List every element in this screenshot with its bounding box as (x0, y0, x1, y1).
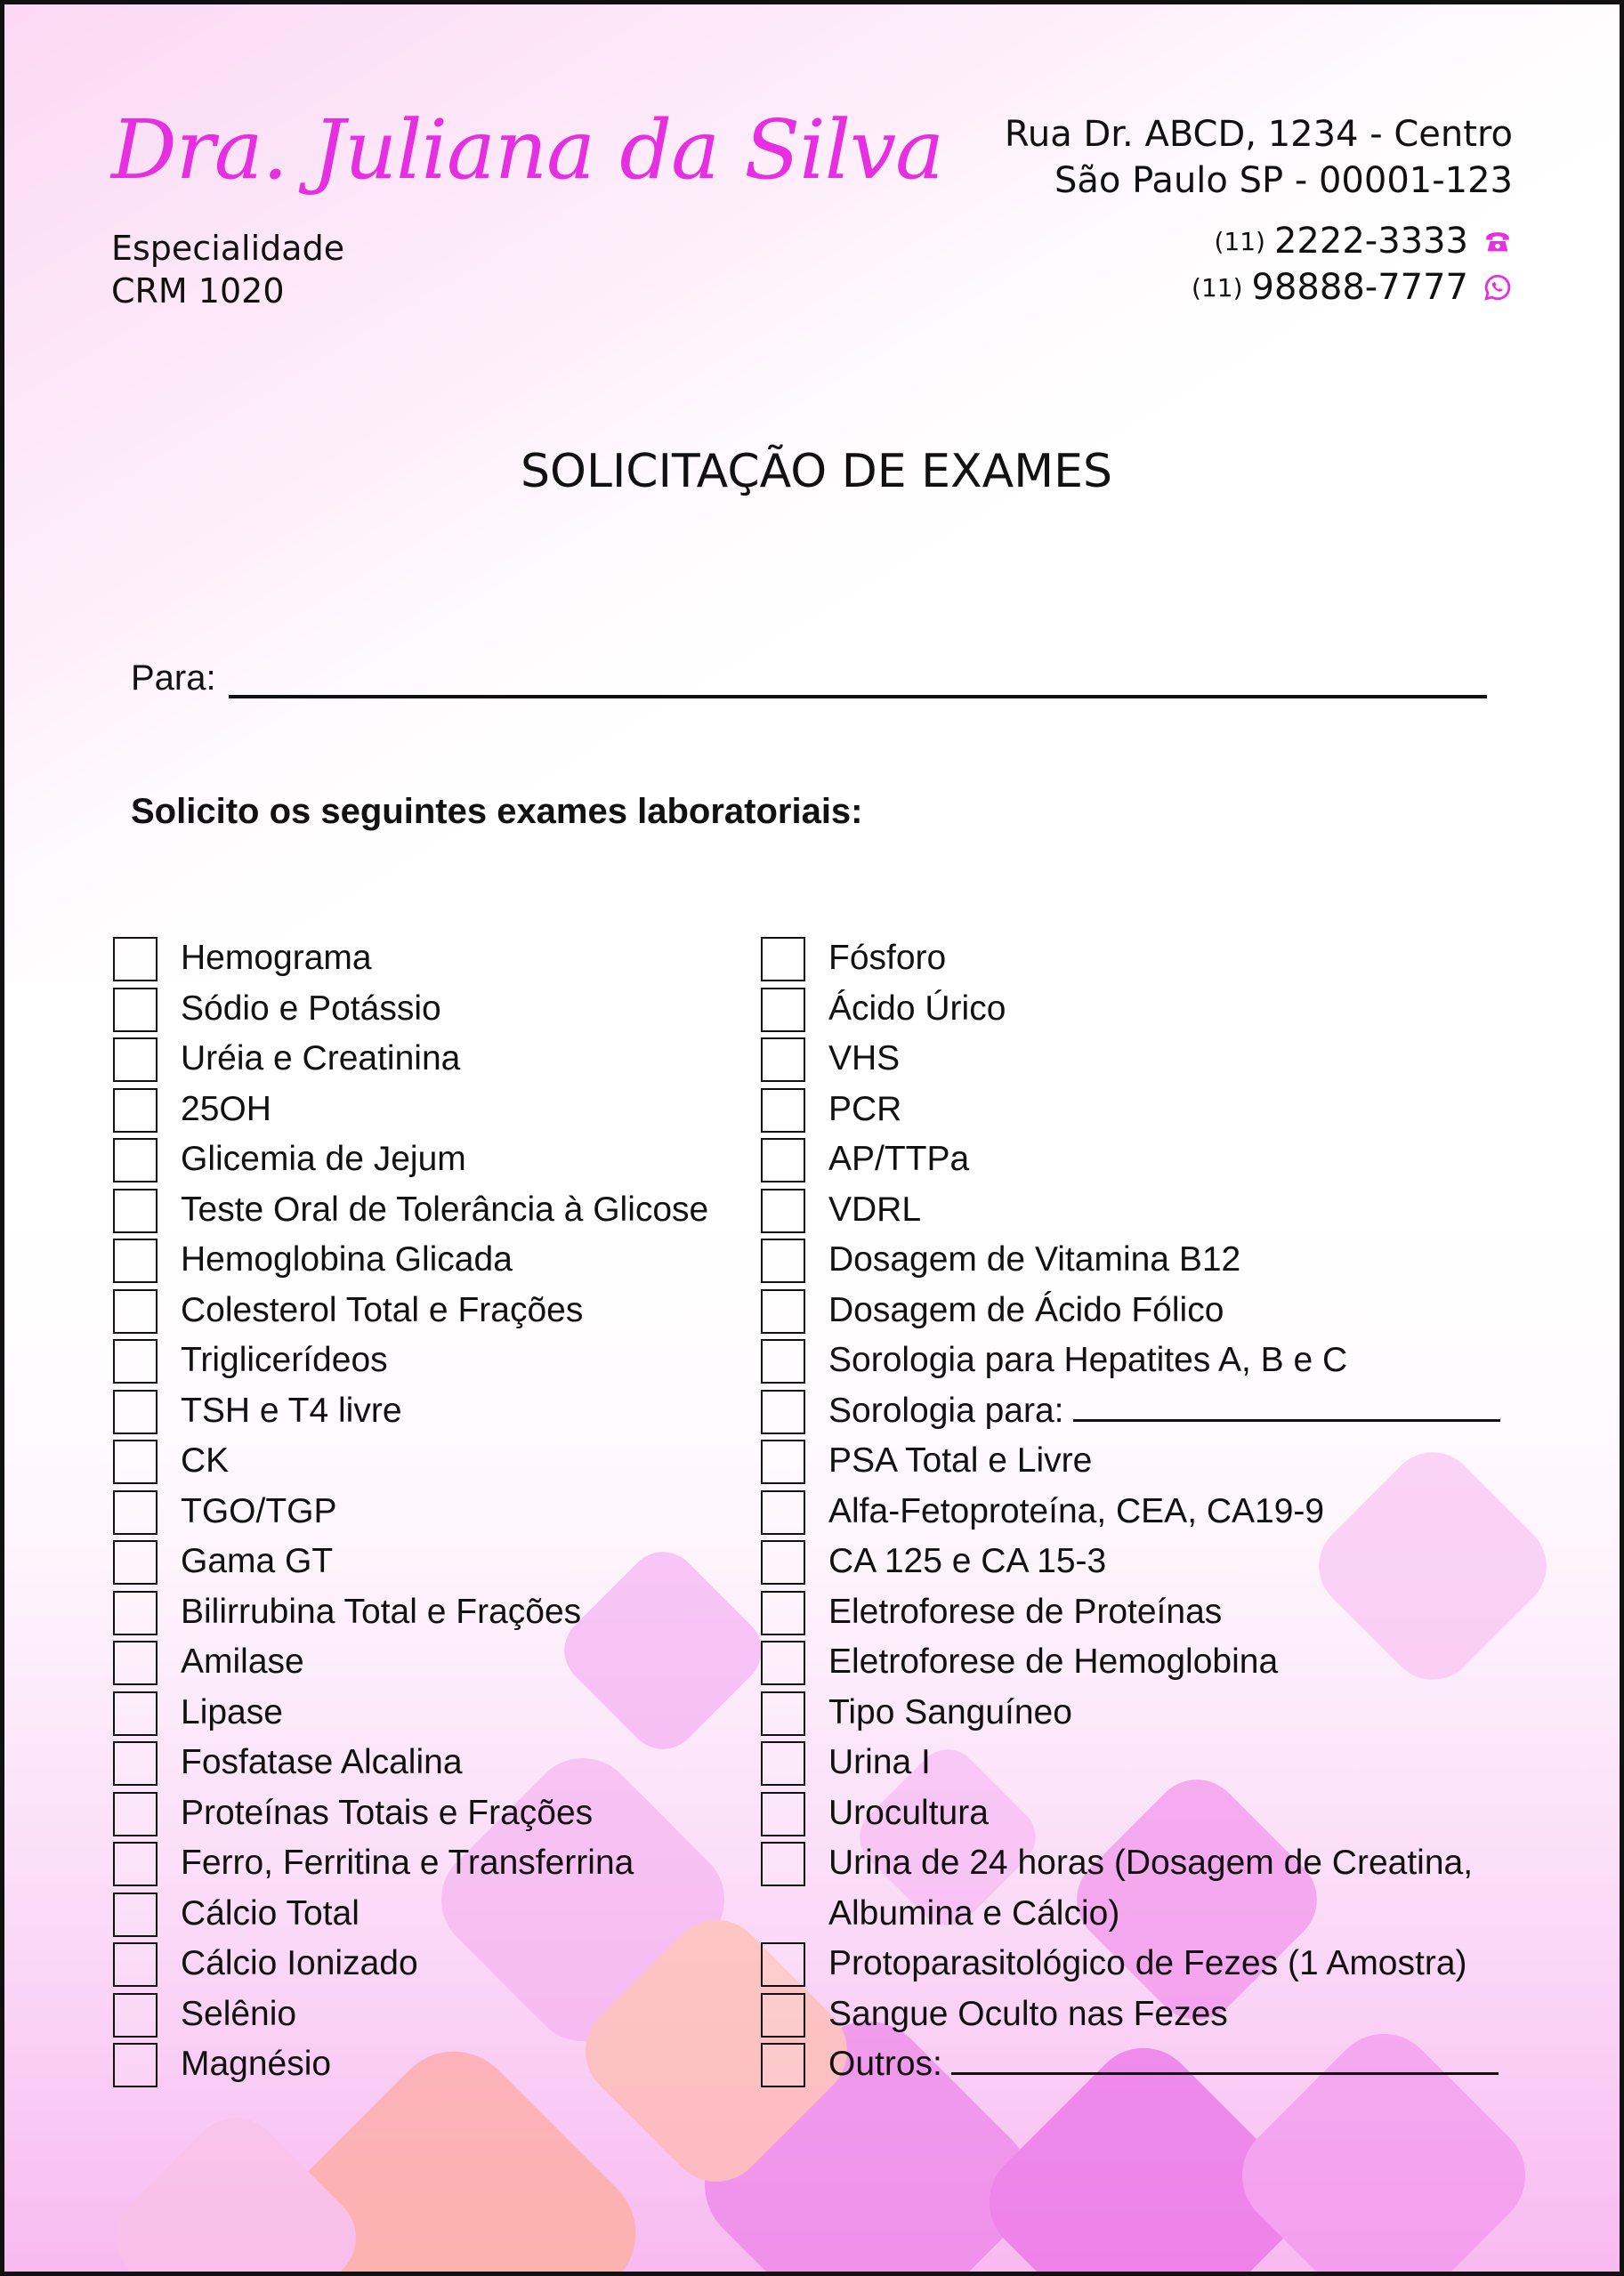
exam-item[interactable] (113, 2043, 708, 2094)
exam-checkbox[interactable] (113, 1189, 158, 1233)
exam-label: Amilase (181, 1642, 304, 1681)
exam-label: Triglicerídeos (181, 1341, 388, 1379)
exam-checkbox[interactable] (761, 1138, 805, 1182)
exam-item[interactable] (761, 2043, 1567, 2094)
exam-label: Protoparasitológico de Fezes (1 Amostra) (828, 1944, 1467, 1982)
exam-label: PCR (828, 1089, 902, 1128)
exam-label: Sódio e Potássio (181, 989, 441, 1028)
exam-checkbox[interactable] (761, 1390, 805, 1434)
exam-checkbox[interactable] (761, 1591, 805, 1635)
exam-checkbox[interactable] (761, 1540, 805, 1585)
exam-item[interactable] (113, 1239, 708, 1289)
specialty-text: Especialidade (111, 229, 345, 268)
exam-item[interactable] (113, 1893, 708, 1943)
exam-label: Ácido Úrico (828, 989, 1006, 1028)
whatsapp-row (1192, 264, 1513, 311)
exam-label: Gama GT (181, 1542, 334, 1580)
exam-label: Dosagem de Vitamina B12 (828, 1240, 1241, 1279)
exam-item[interactable] (761, 1993, 1567, 2044)
exam-checkbox[interactable] (113, 1339, 158, 1384)
exam-item[interactable] (113, 1792, 708, 1843)
exam-checkbox[interactable] (113, 1641, 158, 1685)
exam-checkbox[interactable] (113, 1088, 158, 1133)
exam-label: Urina I (828, 1743, 931, 1781)
exam-checkbox[interactable] (761, 1490, 805, 1535)
exam-checkbox[interactable] (113, 1993, 158, 2038)
sorologia-label: Sorologia para: (828, 1391, 1064, 1430)
exams-right-column (761, 937, 1567, 2094)
exam-item[interactable] (113, 1691, 708, 1742)
exam-label: VHS (828, 1039, 901, 1077)
exam-item[interactable] (761, 1239, 1567, 1289)
exam-item[interactable] (113, 1942, 708, 1993)
exam-checkbox[interactable] (113, 2043, 158, 2087)
exam-item[interactable] (761, 988, 1567, 1038)
exam-item[interactable] (761, 1741, 1567, 1792)
doctor-credentials (111, 227, 344, 312)
exam-item[interactable] (761, 1641, 1567, 1691)
exam-checkbox[interactable] (761, 1842, 805, 1886)
exam-item[interactable] (113, 1189, 708, 1239)
exam-checkbox[interactable] (761, 1088, 805, 1133)
exam-checkbox[interactable] (761, 1792, 805, 1836)
sorologia-input-line[interactable] (1073, 1387, 1500, 1422)
outros-label: Outros: (828, 2045, 942, 2083)
exam-checkbox[interactable] (113, 1691, 158, 1736)
exam-item[interactable] (113, 937, 708, 988)
crm-text: CRM 1020 (111, 271, 285, 311)
exam-label: Proteínas Totais e Frações (181, 1793, 594, 1832)
para-field (131, 658, 1487, 698)
exam-label: Dosagem de Ácido Fólico (828, 1290, 1224, 1329)
exam-label: Fósforo (828, 939, 947, 977)
exam-label: Glicemia de Jejum (181, 1140, 466, 1178)
exam-checkbox[interactable] (113, 1239, 158, 1283)
whatsapp-icon (1483, 272, 1513, 303)
exam-item[interactable] (113, 1138, 708, 1189)
exam-item[interactable] (761, 937, 1567, 988)
exam-checkbox[interactable] (113, 1893, 158, 1937)
exam-checkbox[interactable] (761, 1289, 805, 1334)
exam-label: Hemoglobina Glicada (181, 1240, 513, 1279)
exam-item[interactable] (761, 1540, 1567, 1591)
exam-label: Tipo Sanguíneo (828, 1692, 1072, 1731)
exam-item[interactable] (113, 1993, 708, 2044)
clinic-address (1005, 111, 1513, 204)
exam-checkbox[interactable] (761, 1037, 805, 1082)
exam-checkbox[interactable] (113, 1942, 158, 1987)
exam-label: Alfa-Fetoproteína, CEA, CA19-9 (828, 1491, 1325, 1530)
exam-checkbox[interactable] (113, 937, 158, 981)
exam-checkbox[interactable] (113, 1741, 158, 1786)
exam-item[interactable] (761, 1942, 1567, 1993)
exam-checkbox[interactable] (113, 1842, 158, 1886)
exam-checkbox[interactable] (761, 1993, 805, 2038)
exam-label: Colesterol Total e Frações (181, 1290, 584, 1329)
exam-checkbox[interactable] (761, 2043, 805, 2087)
exam-checkbox[interactable] (761, 988, 805, 1032)
exam-label: Lipase (181, 1692, 283, 1731)
exam-label: Eletroforese de Hemoglobina (828, 1642, 1279, 1681)
exam-item[interactable] (761, 1591, 1567, 1642)
exam-checkbox[interactable] (113, 1390, 158, 1434)
exam-item[interactable] (113, 1641, 708, 1691)
exams-left-column (113, 937, 708, 2094)
exam-label: Ferro, Ferritina e Transferrina (181, 1844, 634, 1882)
para-input-line[interactable] (229, 659, 1487, 698)
exam-item[interactable] (113, 988, 708, 1038)
exam-item[interactable] (113, 1289, 708, 1340)
landline-row (1192, 218, 1513, 264)
exam-item[interactable] (761, 1037, 1567, 1088)
exam-checkbox[interactable] (113, 1591, 158, 1635)
address-line-2: São Paulo SP - 00001-123 (1054, 160, 1513, 201)
exam-item[interactable] (761, 1440, 1567, 1490)
para-label: Para: (131, 658, 216, 698)
exam-label: PSA Total e Livre (828, 1441, 1093, 1480)
exam-checkbox[interactable] (761, 1942, 805, 1987)
exam-checkbox[interactable] (113, 1037, 158, 1082)
exam-checkbox[interactable] (113, 1289, 158, 1334)
exam-item[interactable] (113, 1540, 708, 1591)
exam-label: Uréia e Creatinina (181, 1039, 461, 1077)
exam-checkbox[interactable] (761, 1339, 805, 1384)
exam-checkbox[interactable] (761, 1189, 805, 1233)
landline-ddd: (11) (1214, 226, 1265, 256)
exam-label (828, 1386, 1500, 1437)
exam-item[interactable] (761, 1842, 1567, 1942)
exam-item[interactable] (761, 1792, 1567, 1843)
exam-label: AP/TTPa (828, 1140, 970, 1178)
exam-item[interactable] (761, 1390, 1567, 1441)
exam-label: Urocultura (828, 1793, 989, 1832)
exam-checkbox[interactable] (113, 988, 158, 1032)
exam-label: Sorologia para Hepatites A, B e C (828, 1341, 1348, 1379)
page-title: SOLICITAÇÃO DE EXAMES (521, 445, 1112, 498)
phone-icon (1483, 226, 1513, 256)
exam-checkbox[interactable] (761, 1641, 805, 1685)
address-line-1: Rua Dr. ABCD, 1234 - Centro (1004, 114, 1513, 155)
exam-label (828, 2039, 1499, 2090)
exam-label: Eletroforese de Proteínas (828, 1592, 1223, 1631)
exam-label: Urina de 24 horas (Dosagem de Creatina, Albumina e Cálcio) (828, 1844, 1474, 1933)
exam-checkbox[interactable] (113, 1138, 158, 1182)
exam-label: Selênio (181, 1994, 297, 2033)
exam-item[interactable] (113, 1037, 708, 1088)
exam-label: 25OH (181, 1089, 271, 1128)
exam-item[interactable] (761, 1339, 1567, 1390)
landline-number: 2222-3333 (1273, 221, 1468, 262)
exam-label: Magnésio (181, 2045, 332, 2083)
exam-checkbox[interactable] (761, 1691, 805, 1736)
doctor-signature-name: Dra. Juliana da Silva (111, 102, 943, 198)
exam-label: CK (181, 1441, 230, 1480)
exam-label: TSH e T4 livre (181, 1391, 402, 1430)
exam-checkbox[interactable] (113, 1490, 158, 1535)
exam-item[interactable] (113, 1339, 708, 1390)
exam-item[interactable] (113, 1591, 708, 1642)
exam-label: Cálcio Total (181, 1893, 360, 1933)
exam-checkbox[interactable] (113, 1540, 158, 1585)
exam-checkbox[interactable] (113, 1440, 158, 1484)
outros-input-line[interactable] (951, 2040, 1499, 2075)
exam-label: Fosfatase Alcalina (181, 1743, 463, 1781)
exam-item[interactable] (761, 1691, 1567, 1742)
exam-label: VDRL (828, 1190, 922, 1229)
whatsapp-number: 98888-7777 (1251, 267, 1468, 308)
exam-item[interactable] (113, 1440, 708, 1490)
exam-checkbox[interactable] (113, 1792, 158, 1836)
exam-item[interactable] (761, 1088, 1567, 1139)
exam-label: CA 125 e CA 15-3 (828, 1542, 1107, 1580)
exam-label: Sangue Oculto nas Fezes (828, 1994, 1228, 2033)
exam-item[interactable] (113, 1741, 708, 1792)
exam-checkbox[interactable] (761, 1741, 805, 1786)
exam-label: Cálcio Ionizado (181, 1944, 418, 1982)
exam-checkbox[interactable] (761, 1440, 805, 1484)
exam-label: Teste Oral de Tolerância à Glicose (181, 1190, 709, 1229)
exam-item[interactable] (113, 1842, 708, 1893)
exam-item[interactable] (761, 1189, 1567, 1239)
exam-checkbox[interactable] (761, 1239, 805, 1283)
exam-label: TGO/TGP (181, 1491, 337, 1530)
contact-phones (1192, 218, 1513, 311)
exam-item[interactable] (113, 1390, 708, 1441)
exam-label: Bilirrubina Total e Frações (181, 1592, 582, 1631)
exam-item[interactable] (113, 1088, 708, 1139)
exam-label: Hemograma (181, 939, 372, 977)
exam-item[interactable] (113, 1490, 708, 1541)
exam-item[interactable] (761, 1289, 1567, 1340)
exam-item[interactable] (761, 1138, 1567, 1189)
exam-checkbox[interactable] (761, 937, 805, 981)
exam-item[interactable] (761, 1490, 1567, 1541)
whatsapp-ddd: (11) (1192, 272, 1243, 303)
request-heading: Solicito os seguintes exames laboratoriais: (131, 792, 863, 831)
